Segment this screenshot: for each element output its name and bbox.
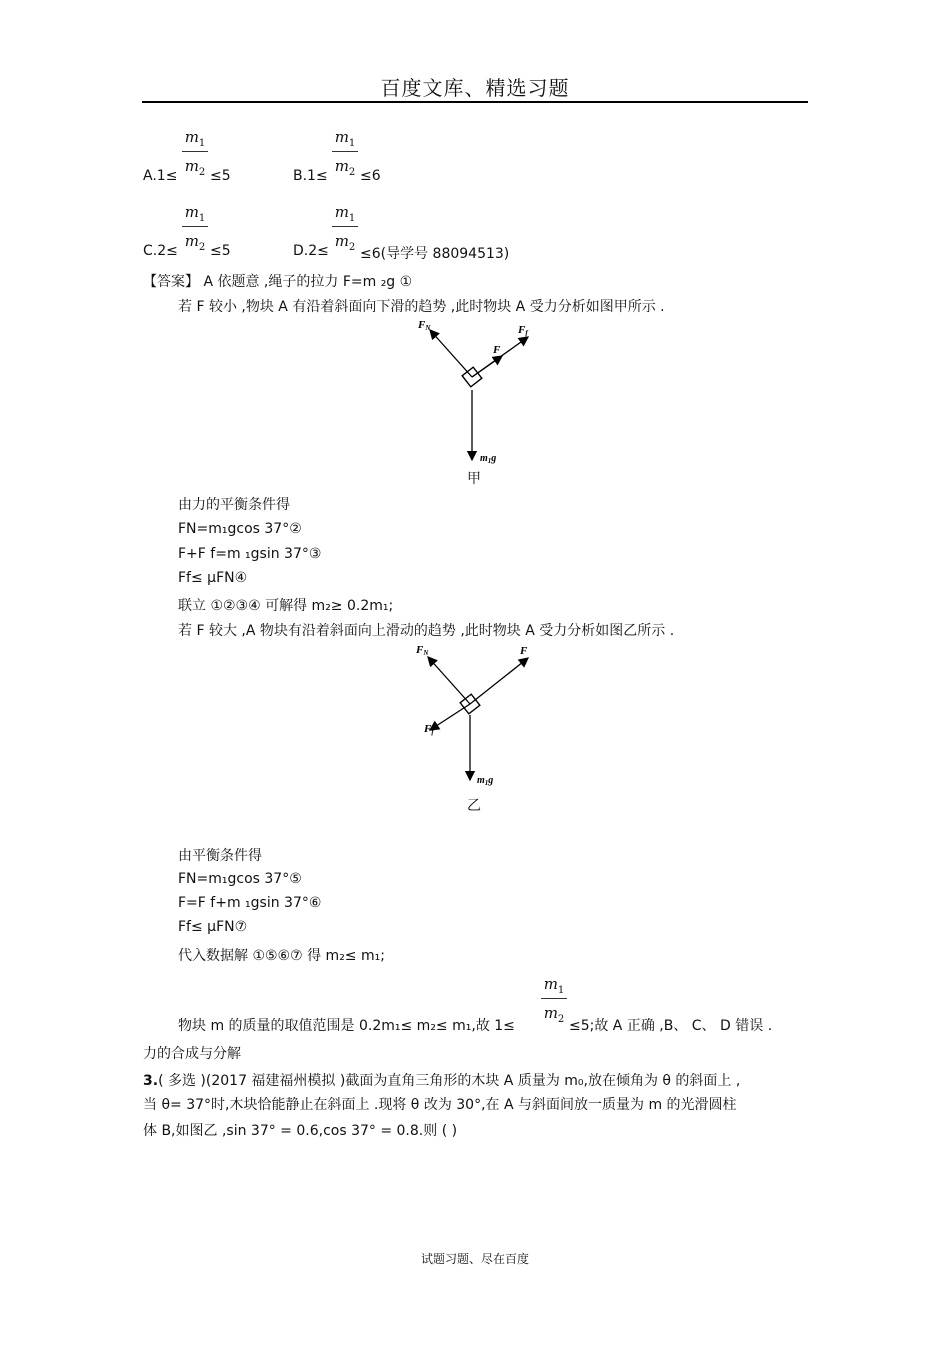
- label-mg: $m_1g$: [477, 775, 494, 787]
- question-3-line: 当 θ= 37°时,木块恰能静止在斜面上 .现将 θ 改为 30°,在 A 与斜面间放一质量为 m 的光滑圆柱: [143, 1097, 737, 1113]
- label-ff: Ff: [518, 324, 528, 337]
- section-title: 力的合成与分解: [143, 1046, 241, 1062]
- friction-force-arrow: [430, 704, 470, 730]
- option-d-suffix: ≤6(导学号 88094513): [360, 246, 510, 262]
- equation-5: FN=m₁gcos 37°⑤: [178, 871, 302, 887]
- text-line: 由平衡条件得: [178, 848, 262, 864]
- normal-force-arrow: [428, 657, 470, 704]
- option-c-suffix: ≤5: [210, 243, 231, 259]
- question-number: 3.: [143, 1073, 159, 1089]
- result-line: 代入数据解 ①⑤⑥⑦ 得 m₂≤ m₁;: [178, 948, 385, 964]
- answer-line: 【答案】 A 依题意 ,绳子的拉力 F=m ₂g ①: [143, 274, 413, 290]
- label-fn: FN: [418, 319, 431, 332]
- answer-explanation: 若 F 较小 ,物块 A 有沿着斜面向下滑的趋势 ,此时物块 A 受力分析如图甲所示 .: [178, 299, 665, 315]
- equation-7: Ff≤ μFN⑦: [178, 919, 248, 935]
- fraction-m1-m2: $m_1$ $m_2$: [332, 201, 358, 252]
- label-f: F: [520, 645, 528, 657]
- figure-a-caption: 甲: [467, 471, 481, 487]
- equation-6: F=F f+m ₁gsin 37°⑥: [178, 895, 322, 911]
- conclusion-prefix: 物块 m 的质量的取值范围是 0.2m₁≤ m₂≤ m₁,故 1≤: [178, 1018, 515, 1034]
- page-title: 百度文库、精选习题: [380, 76, 570, 100]
- result-line: 联立 ①②③④ 可解得 m₂≥ 0.2m₁;: [178, 598, 394, 614]
- force-diagram-b: [410, 640, 540, 790]
- label-fn: FN: [416, 644, 429, 657]
- fraction-m1-m2: $m_1$ $m_2$: [541, 973, 567, 1024]
- force-diagram-a: [410, 315, 540, 485]
- normal-force-arrow: [430, 330, 472, 377]
- pull-force-arrow: [470, 658, 528, 704]
- figure-b-caption: 乙: [467, 798, 481, 814]
- option-a-prefix: A.1≤: [143, 168, 178, 184]
- conclusion-suffix: ≤5;故 A 正确 ,B、 C、 D 错误 .: [569, 1018, 773, 1034]
- label-f: F: [493, 344, 501, 356]
- equation-2: FN=m₁gcos 37°②: [178, 521, 302, 537]
- question-3-line: 体 B,如图乙 ,sin 37° = 0.6,cos 37° = 0.8.则 ( ): [143, 1123, 458, 1139]
- fraction-m1-m2: $m_1$ $m_2$: [182, 126, 208, 177]
- equation-3: F+F f=m ₁gsin 37°③: [178, 546, 322, 562]
- option-d-prefix: D.2≤: [293, 243, 329, 259]
- question-3-line: 3.( 多选 )(2017 福建福州模拟 )截面为直角三角形的木块 A 质量为 m₀,放在倾角为 θ 的斜面上 ,: [143, 1073, 741, 1089]
- text-line: 若 F 较大 ,A 物块有沿着斜面向上滑动的趋势 ,此时物块 A 受力分析如图乙所示 .: [178, 623, 675, 639]
- header-divider: [142, 101, 808, 103]
- label-ff: Ff: [424, 723, 434, 736]
- option-b-suffix: ≤6: [360, 168, 381, 184]
- pull-force-arrow: [472, 356, 502, 377]
- equation-4: Ff≤ μFN④: [178, 570, 248, 586]
- page-footer: 试题习题、尽在百度: [420, 1252, 529, 1266]
- fraction-m1-m2: $m_1$ $m_2$: [332, 126, 358, 177]
- label-mg: $m_1g$: [480, 453, 497, 465]
- option-a-suffix: ≤5: [210, 168, 231, 184]
- option-c-prefix: C.2≤: [143, 243, 178, 259]
- option-b-prefix: B.1≤: [293, 168, 328, 184]
- text-line: 由力的平衡条件得: [178, 497, 290, 513]
- fraction-m1-m2: $m_1$ $m_2$: [182, 201, 208, 252]
